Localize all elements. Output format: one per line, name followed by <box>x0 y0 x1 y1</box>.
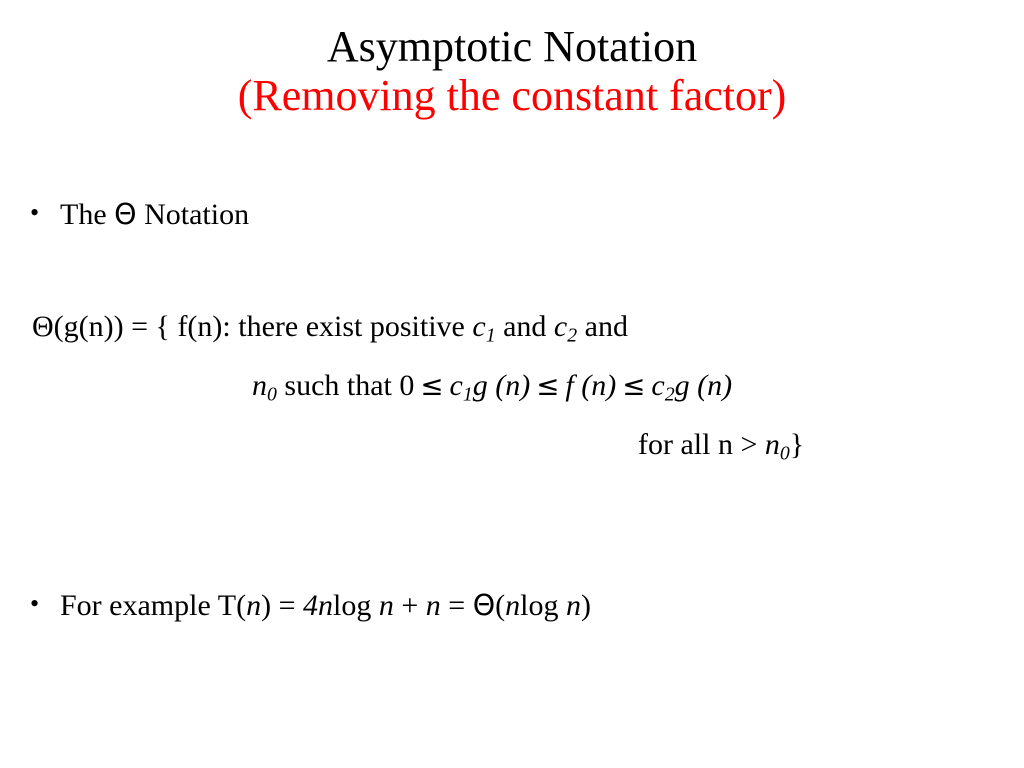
def-c2-subscript: 2 <box>567 324 578 347</box>
example-n-5: n <box>565 588 581 622</box>
def-c1-g <box>449 369 531 406</box>
example-n-2: n <box>378 588 394 622</box>
def-and-2: and <box>577 310 628 344</box>
def-c2-base: c <box>553 310 568 344</box>
def-n0-first-base: n <box>252 369 267 403</box>
bullet-item-theta-notation <box>30 196 994 234</box>
example-open-paren: ( <box>495 588 506 622</box>
spacer-2 <box>30 467 994 541</box>
def-g-of-n-2: g (n) <box>674 369 733 403</box>
def-le-1: ≤ <box>420 369 444 403</box>
example-coefficient: 4n <box>303 588 333 622</box>
def-g-of-n-1: g (n) <box>472 369 531 403</box>
bullet-1-text <box>60 196 994 234</box>
def-n0-first-subscript: 0 <box>267 383 277 406</box>
slide-title <box>0 22 1024 121</box>
def-c1g-subscript: 1 <box>462 383 473 406</box>
spacer-1 <box>30 234 994 308</box>
def-le-2: ≤ <box>536 369 560 403</box>
def-zero: 0 <box>399 369 415 403</box>
definition-line-2 <box>252 367 994 408</box>
def-c1 <box>472 310 496 347</box>
spacer-3 <box>30 541 994 587</box>
def-n0-first <box>252 369 277 406</box>
example-n-1: n <box>246 588 262 622</box>
def-c1-subscript: 1 <box>485 324 496 347</box>
def-n0-second <box>764 428 790 465</box>
def-c2g-base: c <box>651 369 665 403</box>
def-c1-base: c <box>472 310 486 344</box>
slide-body <box>30 196 994 625</box>
def-such-that: such that <box>276 369 400 403</box>
def-line1-part1: Θ(g(n)) = { f(n): there exist positive <box>32 310 473 344</box>
bullet-item-example <box>30 587 994 625</box>
def-for-all: for all n > <box>638 428 765 462</box>
def-and-1: and <box>495 310 554 344</box>
def-n0-second-base: n <box>764 428 780 462</box>
example-n-4: n <box>505 588 521 622</box>
example-prefix: For example T( <box>60 588 247 622</box>
definition-line-1 <box>32 308 994 349</box>
def-closing-brace: } <box>789 428 805 462</box>
def-le-3: ≤ <box>622 369 646 403</box>
bullet-glyph-icon-2: • <box>30 588 40 618</box>
theta-symbol: Θ <box>114 198 137 231</box>
def-c1g-base: c <box>449 369 463 403</box>
definition-line-3 <box>638 426 994 467</box>
bullet-2-text <box>60 587 994 625</box>
def-n0-second-subscript: 0 <box>779 442 790 465</box>
bullet-1-suffix: Notation <box>136 198 250 231</box>
theta-symbol-2: Θ <box>472 588 496 622</box>
example-n-3: n <box>425 588 441 622</box>
title-primary: Asymptotic Notation <box>326 22 698 71</box>
bullet-1-prefix: The <box>60 198 115 231</box>
example-plus: + <box>393 588 426 622</box>
example-log-1: log <box>333 588 379 622</box>
def-c2-g <box>651 369 733 406</box>
example-log-2: log <box>520 588 566 622</box>
title-secondary: (Removing the constant factor) <box>237 71 787 121</box>
def-c2 <box>553 310 578 347</box>
def-f-of-n: f (n) <box>565 369 617 403</box>
def-c2g-subscript: 2 <box>664 383 675 406</box>
example-equals-2: = <box>440 588 473 622</box>
example-close-paren: ) <box>580 588 591 622</box>
bullet-glyph-icon: • <box>30 198 40 227</box>
example-equals: ) = <box>261 588 303 622</box>
